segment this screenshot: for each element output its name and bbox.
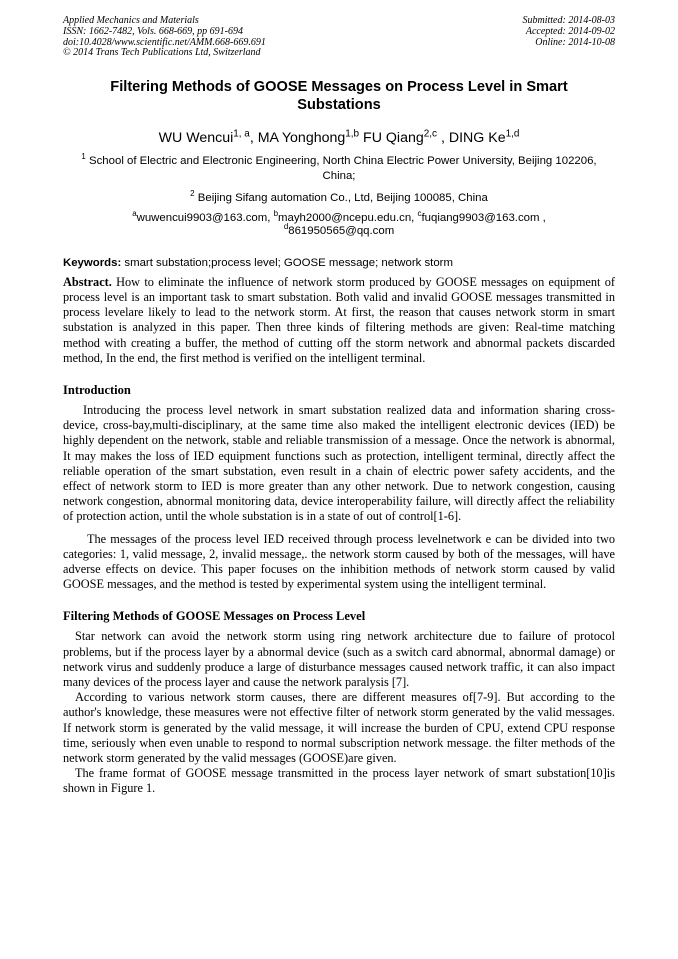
- email-mark: a: [132, 208, 137, 218]
- keywords-text: smart substation;process level; GOOSE message; network storm: [121, 256, 453, 269]
- section-introduction: [63, 383, 615, 592]
- author-name: DING Ke: [448, 130, 506, 147]
- doi-line: doi:10.4028/www.scientific.net/AMM.668-669.691: [63, 36, 266, 48]
- keywords: [63, 256, 615, 270]
- abstract-label: Abstract.: [63, 274, 112, 289]
- author-name: WU Wencui: [158, 130, 234, 147]
- section-filtering-methods: [63, 609, 615, 796]
- author-affiliation-mark: 1,b: [345, 128, 360, 140]
- author-affiliation-mark: 1,d: [505, 128, 520, 140]
- journal-name: Applied Mechanics and Materials: [63, 15, 199, 26]
- email-mark: c: [417, 208, 422, 218]
- author-name: FU Qiang: [363, 130, 424, 147]
- email-separator: ,: [411, 211, 418, 224]
- paragraph: The messages of the process level IED received through process levelnetwork e can be divided into two categories: 1, valid message, 2, invalid message,. the network storm caused by both of the messages, will have adverse effects on device. This paper focuses on the inhibition methods of network storm caused by valid GOOSE messages, and the method is tested by experimental system using the intelligent terminal.: [63, 531, 615, 592]
- author-affiliation-mark: 2,c: [423, 128, 437, 140]
- paragraph: According to various network storm causes, there are different measures of[7-9]. But according to the author's knowledge, these measures were not effective filter of network storm generated by the valid messages. If network storm is generated by the valid message, it will increase the burden of CPU, extend CPU response time, seriously when even unable to respond to normal subscription network message. the filter methods of the network storm generated by the valid messages (GOOSE)are given.: [63, 690, 615, 765]
- email-address[interactable]: wuwencui9903@163.com: [136, 211, 268, 224]
- email-separator: ,: [267, 211, 274, 224]
- paragraph: The frame format of GOOSE message transmitted in the process layer network of smart substation[10]is shown in Figure 1.: [63, 766, 615, 796]
- author-name: MA Yonghong: [257, 130, 346, 147]
- email-address[interactable]: fuqiang9903@163.com: [421, 211, 540, 224]
- email-separator: ,: [539, 211, 546, 224]
- paragraph: Star network can avoid the network storm using ring network architecture due to failure of protocol problems, but if the process layer by a abnormal device (such as a switch card abnormal, abnormal damage) or network virus and suddenly produce a large of disturbance messages caused network traffic, it can also impact many devices of the process layer and cause the network paralysis [7].: [63, 629, 615, 689]
- paragraph: Introducing the process level network in smart substation realized data and information sharing cross-device, cross-bay,multi-disciplinary, at the same time also maked the intelligent electronic devices (IED) be highly dependent on the network, stable and reliable transmission of a message. Once the network is abnormal, It may makes the loss of IED equipment functions such as protection, intelligent terminal, directly affect the reliable operation of the smart substation, even result in a chain of electric power safety accidents, and the effect of network storm to IED is more greater than any other network. Due to network congestion, causing network congestion, abnormal monitoring data, device interoperability failure, will directly affect the reliability of protection action, until the whole substation is in a state of out of control[1-6].: [63, 402, 615, 524]
- issn-line: ISSN: 1662-7482, Vols. 668-669, pp 691-694: [63, 25, 243, 37]
- affiliation-text: School of Electric and Electronic Engineering, North China Electric Power University, Beijing 102206, China;: [89, 155, 597, 182]
- journal-info: [63, 16, 266, 59]
- affiliation-2: [63, 191, 615, 206]
- affiliation-mark: 1: [81, 152, 86, 162]
- author-separator: ,: [249, 130, 258, 147]
- copyright-line: © 2014 Trans Tech Publications Ltd, Switzerland: [63, 47, 261, 59]
- author-emails: [63, 208, 615, 239]
- paper-page: [63, 16, 615, 797]
- affiliation-text: Beijing Sifang automation Co., Ltd, Beijing 100085, China: [197, 192, 488, 205]
- abstract-text: How to eliminate the influence of network storm produced by GOOSE messages on equipment of process level is an important task to smart substation. Both valid and invalid GOOSE messages transmitted in process levelare likely to lead to the network storm. At first, the reason that causes network storm in smart substation is analyzed in this paper. Then three kinds of filtering methods are given: Real-time matching method with creating a buffer, the method of cutting off the storm network and abnormal packets discarded method, In the end, the first method is verified on the intelligent terminal.: [63, 274, 615, 365]
- publication-dates: [523, 16, 616, 59]
- author-list: [63, 129, 615, 147]
- paper-title: Filtering Methods of GOOSE Messages on Process Level in Smart Substations: [110, 79, 568, 113]
- section-heading: Filtering Methods of GOOSE Messages on Process Level: [63, 609, 366, 624]
- email-mark: b: [273, 208, 279, 218]
- keywords-label: Keywords:: [63, 256, 122, 269]
- affiliation-1: [63, 154, 615, 183]
- affiliation-mark: 2: [190, 189, 195, 199]
- email-address[interactable]: mayh2000@ncepu.edu.cn: [278, 211, 412, 224]
- email-mark: d: [283, 222, 289, 232]
- journal-header: [63, 16, 615, 59]
- online-date: Online: 2014-10-08: [535, 36, 615, 48]
- author-affiliation-mark: 1, a: [233, 128, 250, 140]
- author-separator: ,: [437, 130, 449, 147]
- email-address[interactable]: 861950565@qq.com: [288, 225, 395, 238]
- abstract: [63, 275, 615, 366]
- section-heading: Introduction: [63, 382, 131, 397]
- submitted-date: Submitted: 2014-08-03: [522, 15, 615, 26]
- accepted-date: Accepted: 2014-09-02: [525, 25, 615, 37]
